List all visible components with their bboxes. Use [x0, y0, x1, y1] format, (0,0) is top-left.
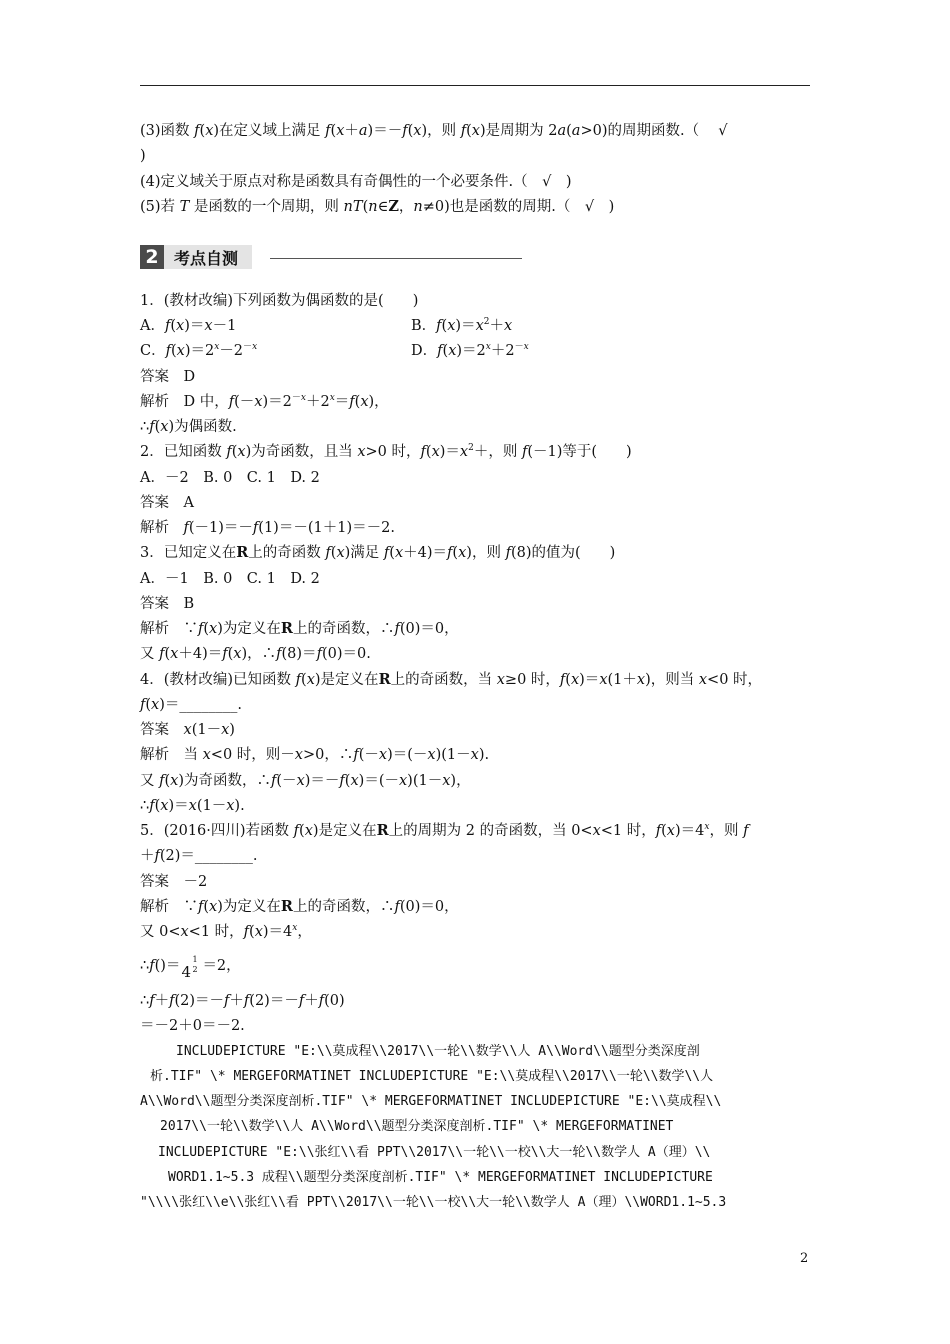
- problem-5-analysis-4: ∴f＋f(2)＝－f＋f(2)＝－f＋f(0): [140, 993, 345, 1009]
- problem-3-analysis-2: 又 f(x＋4)＝f(x)，∴f(8)＝f(0)＝0.: [140, 646, 371, 662]
- problem-5-analysis-2: 又 0<x<1 时，$f(x)=4^x$，: [140, 923, 312, 940]
- field-code-line: "\\\\张红\\e\\张红\\看 PPT\\2017\\一轮\\一校\\大一轮\\数学人 A（理）\\WORD1.1~5.3: [140, 1195, 727, 1210]
- problem-2-analysis: 解析 f(－1)＝－f(1)＝－(1＋1)＝－2.: [140, 520, 395, 536]
- page-number: 2: [800, 1251, 809, 1266]
- problem-3-options: A．－1 B. 0 C. 1 D. 2: [140, 571, 320, 587]
- problem-3-analysis-1: 解析 ∵f(x)为定义在R上的奇函数，∴f(0)＝0，: [140, 620, 459, 637]
- header-rule: [140, 85, 810, 86]
- problem-1-stem: 1．(教材改编)下列函数为偶函数的是( ): [140, 293, 419, 309]
- problem-5-answer: 答案 －2: [140, 874, 208, 890]
- problem-4-analysis-3: ∴f(x)＝x(1－x).: [140, 798, 245, 814]
- section-rule: [270, 258, 522, 259]
- problem-2-answer: 答案 A: [140, 495, 194, 511]
- problem-1-answer: 答案 D: [140, 369, 196, 385]
- problem-4-stem-2: f(x)＝________.: [140, 697, 243, 713]
- field-code-line: 析.TIF" \* MERGEFORMATINET INCLUDEPICTURE "E:\\莫成程\\2017\\一轮\\数学\\人: [150, 1069, 714, 1084]
- problem-3-stem: 3．已知定义在R上的奇函数 f(x)满足 f(x＋4)＝f(x)，则 f(8)的值为( ): [140, 544, 616, 561]
- problem-4-stem-1: 4．(教材改编)已知函数 f(x)是定义在R上的奇函数，当 x≥0 时，f(x)＝x(1＋x)，则当 x<0 时，: [140, 671, 763, 688]
- problem-2-stem: 2．已知函数 f(x)为奇函数，且当 x>0 时，$f(x)=x^2+$，则 f(－1)等于( ): [140, 443, 632, 460]
- field-code-line: INCLUDEPICTURE "E:\\张红\\看 PPT\\2017\\一轮\\一校\\大一轮\\数学人 A（理）\\: [158, 1145, 711, 1160]
- field-code-line: A\\Word\\题型分类深度剖析.TIF" \* MERGEFORMATINET INCLUDEPICTURE "E:\\莫成程\\: [140, 1094, 722, 1109]
- problem-4-analysis-1: 解析 当 x<0 时，则－x>0，∴f(－x)＝(－x)(1－x).: [140, 747, 490, 763]
- problem-1-option-d: D．$f(x)=2^x+2^{-x}$: [411, 342, 529, 359]
- field-code-line: 2017\\一轮\\数学\\人 A\\Word\\题型分类深度剖析.TIF" \* MERGEFORMATINET: [160, 1119, 674, 1134]
- problem-1-analysis-2: ∴f(x)为偶函数.: [140, 419, 237, 435]
- field-code-line: INCLUDEPICTURE "E:\\莫成程\\2017\\一轮\\数学\\人 A\\Word\\题型分类深度剖: [176, 1044, 700, 1059]
- problem-5-analysis-3: ∴f()＝ 4 1 2 ＝2，: [140, 955, 241, 981]
- item-5: (5)若 T 是函数的一个周期，则 nT(n∈Z，n≠0)也是函数的周期.（ √ ): [140, 198, 615, 215]
- problem-1-option-c: C．$f(x)=2^x-2^{-x}$: [140, 342, 258, 359]
- field-code-line: WORD1.1~5.3 成程\\题型分类深度剖析.TIF" \* MERGEFORMATINET INCLUDEPICTURE: [168, 1170, 713, 1185]
- problem-2-options: A．－2 B. 0 C. 1 D. 2: [140, 470, 320, 486]
- problem-5-analysis-1: 解析 ∵f(x)为定义在R上的奇函数，∴f(0)＝0，: [140, 898, 459, 915]
- problem-1-option-b: B．$f(x)=x^2+x$: [411, 317, 513, 334]
- problem-1-analysis-1: 解析 D 中，$f(-x)=2^{-x}+2^x=f(x)$，: [140, 393, 389, 410]
- problem-5-analysis-5: ＝－2＋0＝－2.: [140, 1018, 245, 1034]
- problem-3-answer: 答案 B: [140, 596, 195, 612]
- problem-5-stem-1: 5．(2016·四川)若函数 f(x)是定义在R上的周期为 2 的奇函数，当 0<x<1 时，$f(x)=4^x$，则 f: [140, 822, 749, 839]
- problem-1-option-a: A．f(x)＝x－1: [140, 318, 237, 334]
- item-4: (4)定义域关于原点对称是函数具有奇偶性的一个必要条件.（ √ ): [140, 174, 572, 190]
- section-title: 考点自测: [164, 245, 252, 269]
- problem-5-stem-2: ＋f(2)＝________.: [140, 848, 258, 864]
- problem-4-answer: 答案 x(1－x): [140, 722, 235, 738]
- item-3-line-2: ): [140, 148, 146, 164]
- problem-4-analysis-2: 又 f(x)为奇函数，∴f(－x)＝－f(x)＝(－x)(1－x)，: [140, 773, 471, 789]
- section-number: 2: [140, 245, 164, 269]
- section-badge: [140, 245, 252, 269]
- item-3-line-1: (3)函数 f(x)在定义域上满足 f(x＋a)＝－f(x)，则 f(x)是周期为 2a(a>0)的周期函数.（ √: [140, 123, 728, 139]
